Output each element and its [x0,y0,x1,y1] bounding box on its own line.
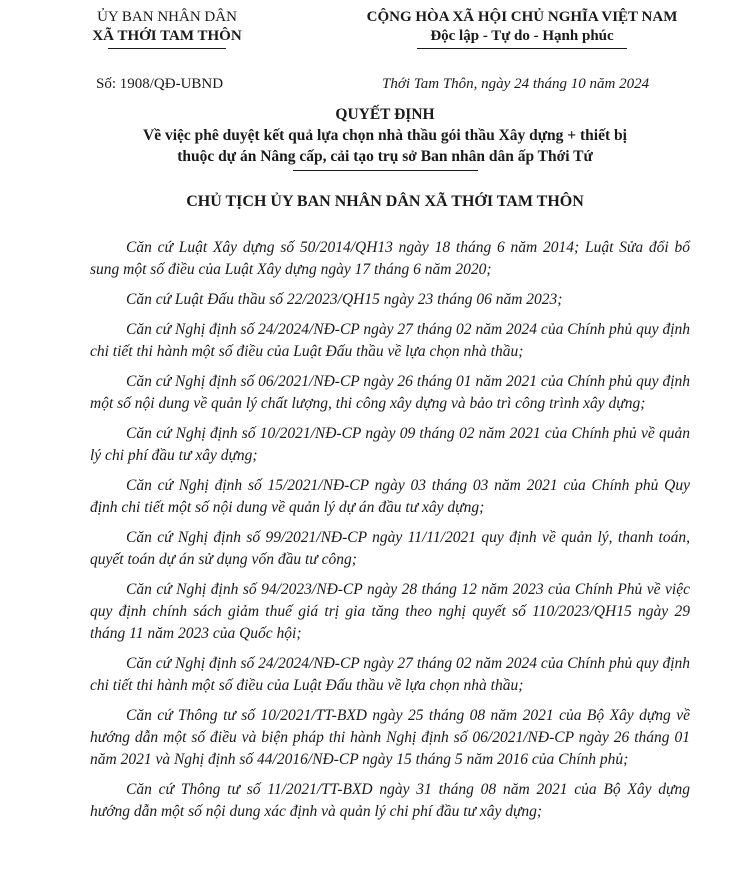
national-motto-block [312,8,732,49]
decision-title-block [40,104,730,171]
legal-basis-paragraph: Căn cứ Nghị định số 99/2021/NĐ-CP ngày 11/11/2021 quy định về quản lý, thanh toán, quyết toán dự án sử dụng vốn đầu tư công; [90,529,690,568]
national-motto: Độc lập - Tự do - Hạnh phúc [430,28,614,44]
agency-underline [108,48,226,49]
issuing-agency-block [62,8,272,49]
legal-basis-paragraph: Căn cứ Nghị định số 24/2024/NĐ-CP ngày 27 tháng 02 năm 2024 của Chính phủ quy định chi tiết thi hành một số điều của Luật Đấu thầu về lựa chọn nhà thầu; [90,655,690,694]
legal-basis-paragraph: Căn cứ Nghị định số 10/2021/NĐ-CP ngày 09 tháng 02 năm 2021 của Chính phủ về quản lý chi phí đầu tư xây dựng; [90,425,690,464]
legal-basis-paragraph: Căn cứ Luật Xây dựng số 50/2014/QH13 ngày 18 tháng 6 năm 2014; Luật Sửa đổi bổ sung một số điều của Luật Xây dựng ngày 17 tháng 6 năm 2020; [90,239,690,278]
place-and-date: Thới Tam Thôn, ngày 24 tháng 10 năm 2024 [382,76,650,92]
title-underline [293,170,478,171]
agency-line-1: ỦY BAN NHÂN DÂN [97,9,237,25]
decision-subject-line-1: Về việc phê duyệt kết quả lựa chọn nhà thầu gói thầu Xây dựng + thiết bị [143,127,627,144]
national-name: CỘNG HÒA XÃ HỘI CHỦ NGHĨA VIỆT NAM [366,9,678,25]
decision-heading: QUYẾT ĐỊNH [335,106,435,123]
document-number: Số: 1908/QĐ-UBND [96,76,224,92]
legal-basis-paragraph: Căn cứ Nghị định số 94/2023/NĐ-CP ngày 28 tháng 12 năm 2023 của Chính Phủ về việc quy định chính sách giảm thuế giá trị gia tăng theo nghị quyết số 110/2023/QH15 ngày 29 tháng 11 năm 2023 của Quốc hội; [90,581,690,642]
legal-basis-paragraph: Căn cứ Thông tư số 10/2021/TT-BXD ngày 25 tháng 08 năm 2021 của Bộ Xây dựng về hướng dẫn một số điều và biện pháp thi hành Nghị định số 06/2021/NĐ-CP ngày 26 tháng 01 năm 2021 và Nghị định số 44/2016/NĐ-CP ngày 15 tháng 5 năm 2016 của Chính phủ; [90,707,690,768]
motto-underline [417,48,627,49]
decision-subject-line-2: thuộc dự án Nâng cấp, cải tạo trụ sở Ban nhân dân ấp Thới Tứ [177,148,593,165]
issuing-authority: CHỦ TỊCH ỦY BAN NHÂN DÂN XÃ THỚI TAM THÔN [186,193,584,210]
legal-basis-paragraph: Căn cứ Nghị định số 06/2021/NĐ-CP ngày 26 tháng 01 năm 2021 của Chính phủ quy định một số nội dung về quản lý chất lượng, thi công xây dựng và bảo trì công trình xây dựng; [90,373,690,412]
agency-line-2: XÃ THỚI TAM THÔN [92,28,242,44]
legal-basis-paragraph: Căn cứ Nghị định số 15/2021/NĐ-CP ngày 03 tháng 03 năm 2021 của Chính phủ Quy định chi tiết một số nội dung về quản lý dự án đầu tư xây dựng; [90,477,690,516]
legal-basis-paragraph: Căn cứ Thông tư số 11/2021/TT-BXD ngày 31 tháng 08 năm 2021 của Bộ Xây dựng hướng dẫn một số nội dung xác định và quản lý chi phí đầu tư xây dựng; [90,781,690,820]
legal-basis-paragraph: Căn cứ Nghị định số 24/2024/NĐ-CP ngày 27 tháng 02 năm 2024 của Chính phủ quy định chi tiết thi hành một số điều của Luật Đấu thầu về lựa chọn nhà thầu; [90,321,690,360]
legal-basis-section [90,237,690,831]
legal-basis-paragraph: Căn cứ Luật Đấu thầu số 22/2023/QH15 ngày 23 tháng 06 năm 2023; [126,291,563,308]
